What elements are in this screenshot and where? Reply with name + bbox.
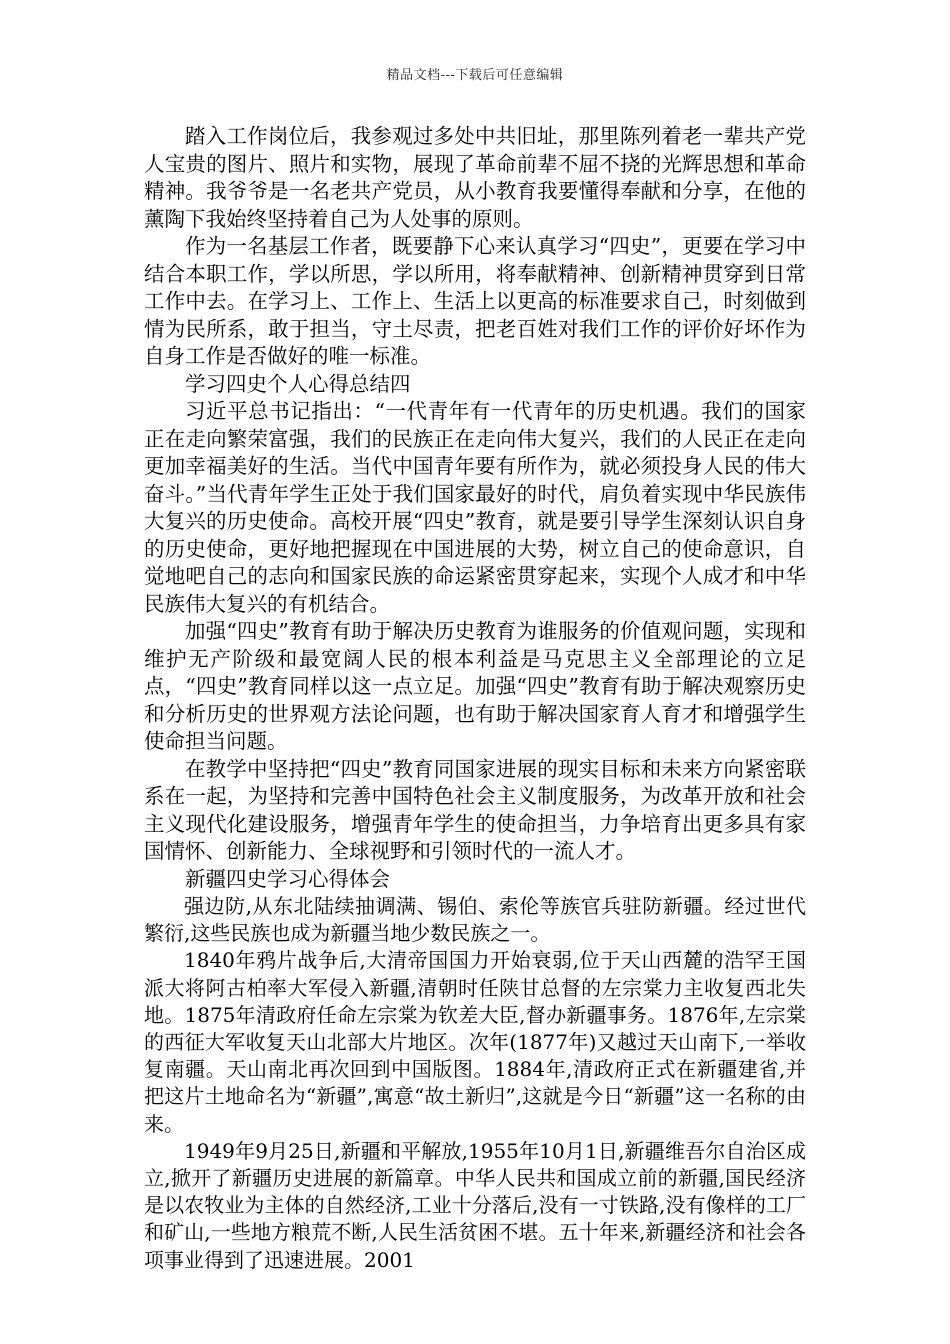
paragraph-youth-mission: 习近平总书记指出：“一代青年有一代青年的历史机遇。我们的国家正在走向繁荣富强，我们的民族正在走向伟大复兴，我们的人民正在走向更加幸福美好的生活。当代中国青年要有所作为，就必须投身人民的伟大奋斗。”当代青年学生正处于我们国家最好的时代，肩负着实现中华民族伟大复兴的历史使命。高校开展“四史”教育，就是要引导学生深刻认识自身的历史使命，更好地把握现在中国进展的大势，树立自己的使命意识，自觉地吧自己的志向和国家民族的命运紧密贯穿起来，实现个人成才和中华民族伟大复兴的有机结合。 <box>144 399 806 616</box>
paragraph-visit-sites: 踏入工作岗位后，我参观过多处中共旧址，那里陈列着老一辈共产党人宝贵的图片、照片和实物，展现了革命前辈不屈不挠的光辉思想和革命精神。我爷爷是一名老共产党员，从小教育我要懂得奉献和分享，在他的薰陶下我始终坚持着自己为人处事的原则。 <box>144 124 806 231</box>
section-heading-summary-four: 学习四史个人心得总结四 <box>185 371 411 396</box>
paragraph-border-defense: 强边防,从东北陆续抽调满、锡伯、索伦等族官兵驻防新疆。经过世代繁衍,这些民族也成为新疆当地少数民族之一。 <box>144 894 806 946</box>
document-body <box>144 123 806 1274</box>
page-header: 精品文档---下载后可任意编辑 <box>386 68 564 83</box>
paragraph-strengthen-education: 加强“四史”教育有助于解决历史教育为谁服务的价值观问题，实现和维护无产阶级和最宽阔人民的根本利益是马克思主义全部理论的立足点，“四史”教育同样以这一点立足。加强“四史”教育有助于解决观察历史和分析历史的世界观方法论问题，也有助于解决国家育人育才和增强学生使命担当问题。 <box>144 619 806 753</box>
paragraph-teaching: 在教学中坚持把“四史”教育同国家进展的现实目标和未来方向紧密联系在一起，为坚持和完善中国特色社会主义制度服务，为改革开放和社会主义现代化建设服务，增强青年学生的使命担当，力争培育出更多具有家国情怀、创新能力、全球视野和引领时代的一流人才。 <box>144 756 806 863</box>
paragraph-xinjiang-history: 1840年鸦片战争后,大清帝国国力开始衰弱,位于天山西麓的浩罕王国派大将阿古柏率大军侵入新疆,清朝时任陕甘总督的左宗棠力主收复西北失地。1875年清政府任命左宗棠为钦差大臣,督办新疆事务。1876年,左宗棠的西征大军收复天山北部大片地区。次年(1877年)又越过天山南下,一举收复南疆。天山南北再次回到中国版图。1884年,清政府正式在新疆建省,并把这片土地命名为“新疆”,寓意“故土新归”,这就是今日“新疆”这一名称的由来。 <box>144 948 806 1136</box>
section-heading-xinjiang: 新疆四史学习心得体会 <box>185 866 390 891</box>
paragraph-grassroots-worker: 作为一名基层工作者，既要静下心来认真学习“四史”，更要在学习中结合本职工作，学以所思，学以所用，将奉献精神、创新精神贯穿到日常工作中去。在学习上、工作上、生活上以更高的标准要求自己，时刻做到情为民所系，敢于担当，守土尽责，把老百姓对我们工作的评价好坏作为自身工作是否做好的唯一标准。 <box>144 234 806 368</box>
paragraph-xinjiang-development: 1949年9月25日,新疆和平解放,1955年10月1日,新疆维吾尔自治区成立,掀开了新疆历史进展的新篇章。中华人民共和国成立前的新疆,国民经济是以农牧业为主体的自然经济,工业十分落后,没有一寸铁路,没有像样的工厂和矿山,一些地方粮荒不断,人民生活贫困不堪。五十年来,新疆经济和社会各项事业得到了迅速进展。2001 <box>144 1138 806 1272</box>
